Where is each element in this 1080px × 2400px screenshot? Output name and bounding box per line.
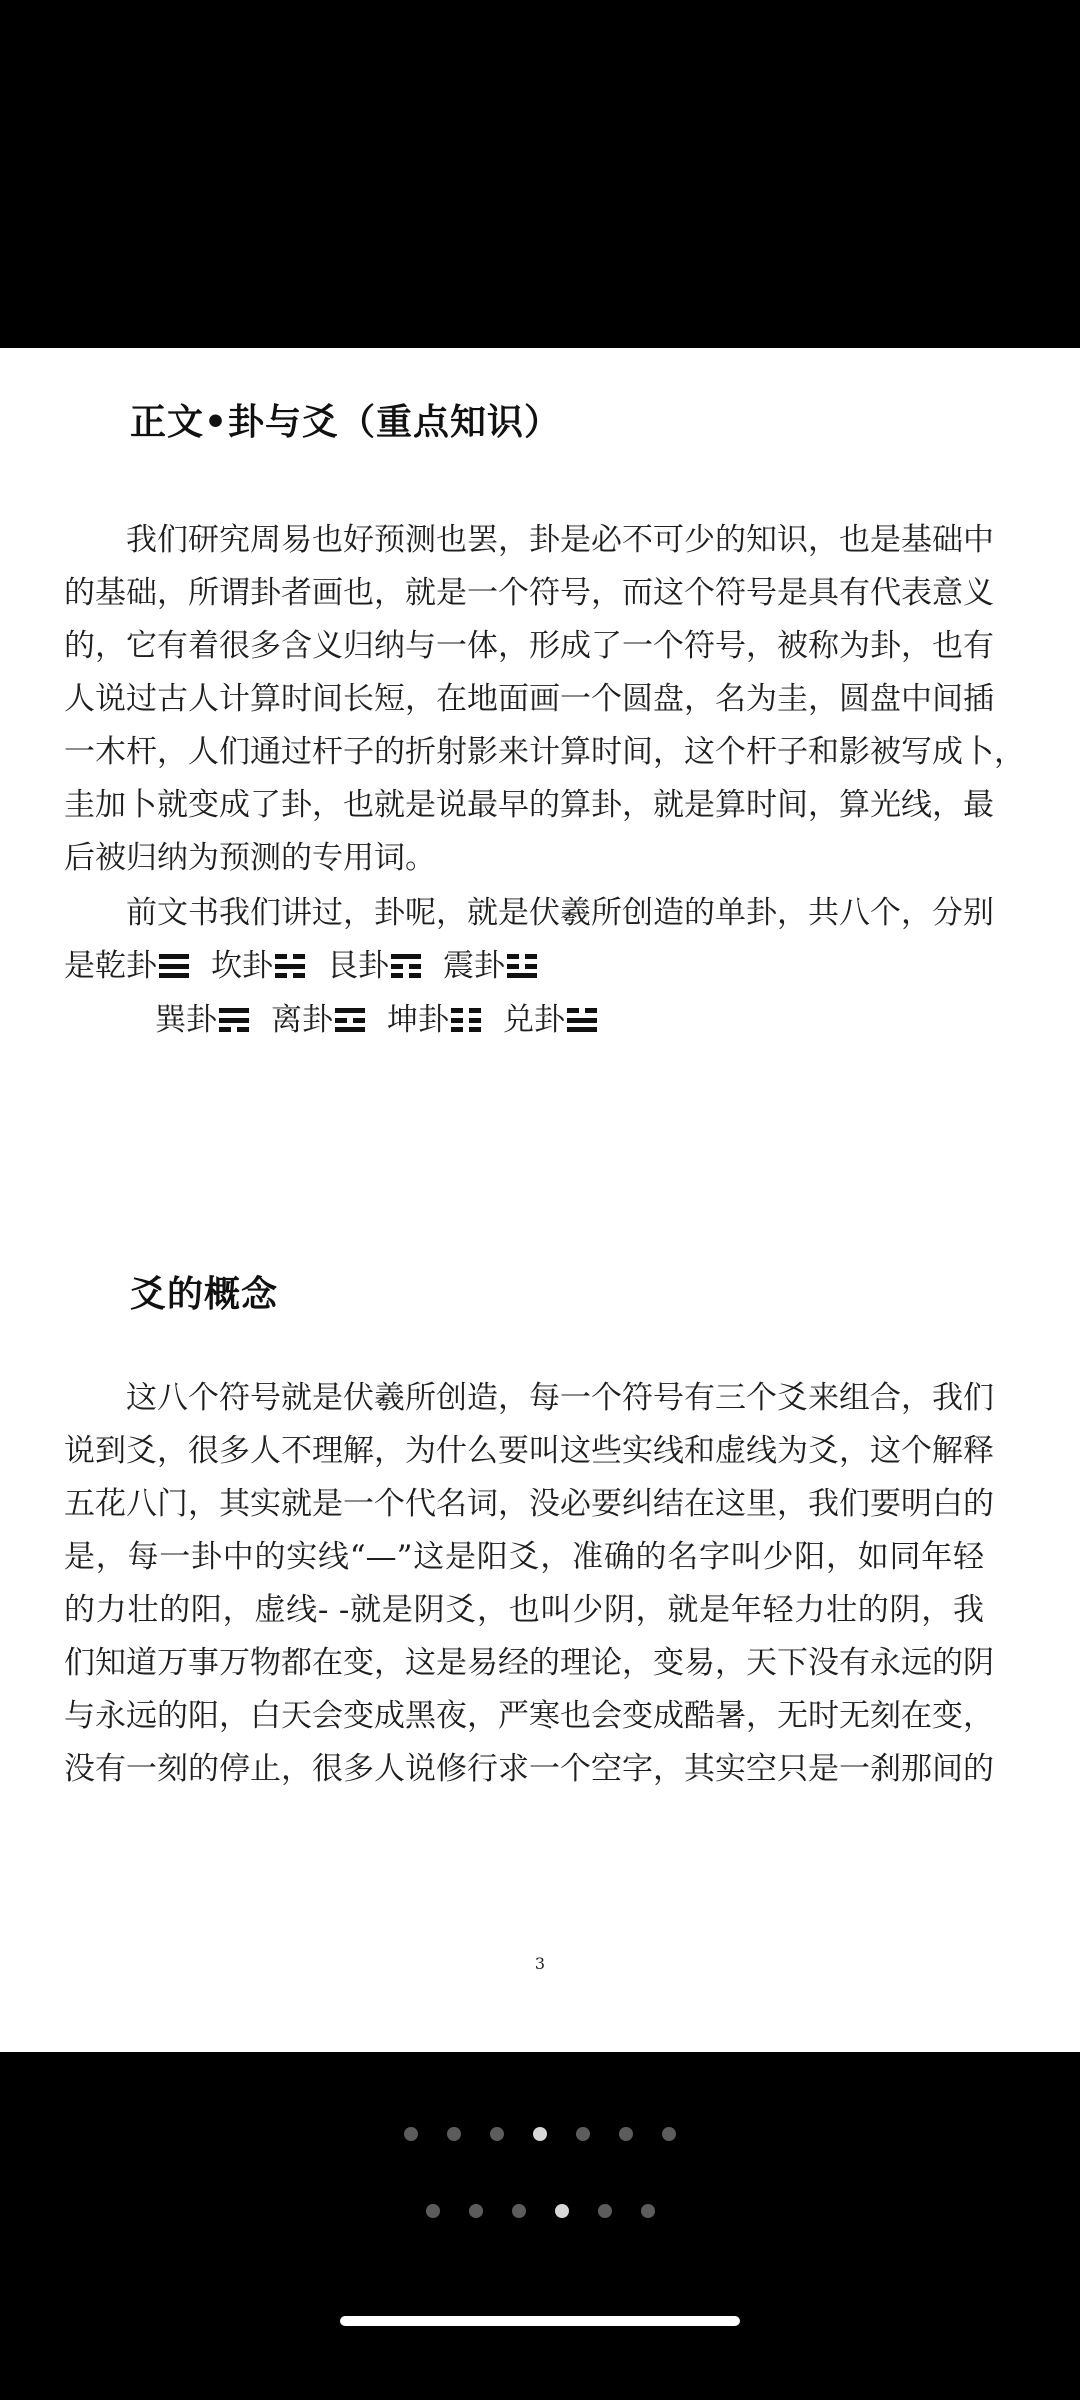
yang-line (159, 973, 189, 978)
sub-carousel-indicator[interactable] (0, 2204, 1080, 2218)
yang-line (159, 954, 189, 959)
trigram-label: 艮卦 (327, 948, 389, 984)
trigram-label: 震卦 (443, 948, 505, 984)
paragraph-line: 圭加卜就变成了卦，也就是说最早的算卦，就是算时间，算光线，最 (64, 787, 994, 823)
carousel-dot[interactable] (404, 2127, 418, 2141)
paragraph-line: 说到爻，很多人不理解，为什么要叫这些实线和虚线为爻，这个解释 (64, 1433, 994, 1469)
trigram-symbol-icon (507, 954, 537, 978)
yang-line (159, 964, 189, 969)
paragraph-line: 我们研究周易也好预测也罢，卦是必不可少的知识，也是基础中 (126, 522, 994, 558)
paragraph-line: 的力壮的阳，虚线- -就是阴爻，也叫少阴，就是年轻力壮的阴，我 (64, 1592, 984, 1628)
yang-line (507, 973, 537, 978)
yang-line (275, 964, 305, 969)
top-black-area (0, 0, 1080, 348)
carousel-dot[interactable] (490, 2127, 504, 2141)
trigram-label: 巽卦 (155, 1002, 217, 1038)
yang-line (335, 1008, 365, 1013)
home-indicator[interactable] (340, 2316, 740, 2326)
trigram-list-row-1 (64, 946, 559, 986)
page-number: 3 (534, 1954, 546, 1973)
carousel-dot[interactable] (447, 2127, 461, 2141)
yin-line (507, 964, 537, 969)
section-heading-gua-yao: 正文•卦与爻（重点知识） (130, 402, 562, 443)
trigram-symbol-icon (567, 1008, 597, 1032)
trigram-symbol-icon (159, 954, 189, 978)
paragraph-line: 五花八门，其实就是一个代名词，没必要纠结在这里，我们要明白的 (64, 1486, 994, 1522)
trigram-symbol-icon (391, 954, 421, 978)
bottom-viewer-bar (0, 2052, 1080, 2400)
trigram-entry (211, 946, 305, 986)
carousel-dot[interactable] (641, 2204, 655, 2218)
yang-line (567, 1027, 597, 1032)
image-carousel-indicator[interactable] (0, 2127, 1080, 2141)
trigram-symbol-icon (335, 1008, 365, 1032)
paragraph-line: 是，每一卦中的实线“—”这是阳爻，准确的名字叫少阳，如同年轻 (64, 1539, 984, 1575)
yin-line (275, 954, 305, 959)
yin-line (391, 973, 421, 978)
trigram-symbol-icon (275, 954, 305, 978)
trigram-symbol-icon (219, 1008, 249, 1032)
document-page (0, 348, 1080, 2052)
carousel-dot[interactable] (469, 2204, 483, 2218)
carousel-dot[interactable] (533, 2127, 547, 2141)
carousel-dot[interactable] (662, 2127, 676, 2141)
paragraph-line: 没有一刻的停止，很多人说修行求一个空字，其实空只是一刹那间的 (64, 1751, 994, 1787)
trigram-label: 坤卦 (387, 1002, 449, 1038)
yin-line (451, 1027, 481, 1032)
trigram-entry (327, 946, 421, 986)
trigram-symbol-icon (451, 1008, 481, 1032)
paragraph-line: 与永远的阳，白天会变成黑夜，严寒也会变成酷暑，无时无刻在变， (64, 1698, 994, 1734)
section-heading-yao-concept: 爻的概念 (130, 1274, 279, 1315)
paragraph-line: 们知道万事万物都在变，这是易经的理论，变易，天下没有永远的阴 (64, 1645, 994, 1681)
trigram-entry (95, 946, 189, 986)
carousel-dot[interactable] (426, 2204, 440, 2218)
carousel-dot[interactable] (576, 2127, 590, 2141)
trigram-list-row-2 (155, 1000, 619, 1040)
trigram-entry (503, 1000, 597, 1040)
paragraph-line: 的，它有着很多含义归纳与一体，形成了一个符号，被称为卦，也有 (64, 628, 994, 664)
yin-line (335, 1018, 365, 1023)
paragraph-line: 这八个符号就是伏羲所创造，每一个符号有三个爻来组合，我们 (126, 1380, 994, 1416)
carousel-dot[interactable] (555, 2204, 569, 2218)
trigram-label: 兑卦 (503, 1002, 565, 1038)
trigram-entry (271, 1000, 365, 1040)
paragraph-line: 后被归纳为预测的专用词。 (64, 840, 436, 876)
trigram-entry (155, 1000, 249, 1040)
yin-line (275, 973, 305, 978)
yang-line (567, 1018, 597, 1023)
yin-line (391, 964, 421, 969)
yang-line (391, 954, 421, 959)
yang-line (219, 1018, 249, 1023)
carousel-dot[interactable] (619, 2127, 633, 2141)
yin-line (219, 1027, 249, 1032)
trigram-entry (387, 1000, 481, 1040)
yin-line (451, 1018, 481, 1023)
paragraph-line: 一木杆，人们通过杆子的折射影来计算时间，这个杆子和影被写成卜， (64, 734, 1025, 770)
yin-line (451, 1008, 481, 1013)
trigram-label: 坎卦 (211, 948, 273, 984)
trigram-entry (443, 946, 537, 986)
paragraph-line: 人说过古人计算时间长短，在地面画一个圆盘，名为圭，圆盘中间插 (64, 681, 994, 717)
carousel-dot[interactable] (598, 2204, 612, 2218)
yin-line (567, 1008, 597, 1013)
trigram-label: 乾卦 (95, 948, 157, 984)
paragraph-prefix: 是 (64, 948, 95, 984)
paragraph-line: 前文书我们讲过，卦呢，就是伏羲所创造的单卦，共八个，分别 (126, 895, 994, 931)
paragraph-line: 的基础，所谓卦者画也，就是一个符号，而这个符号是具有代表意义 (64, 575, 994, 611)
yang-line (219, 1008, 249, 1013)
yang-line (335, 1027, 365, 1032)
trigram-label: 离卦 (271, 1002, 333, 1038)
carousel-dot[interactable] (512, 2204, 526, 2218)
yin-line (507, 954, 537, 959)
